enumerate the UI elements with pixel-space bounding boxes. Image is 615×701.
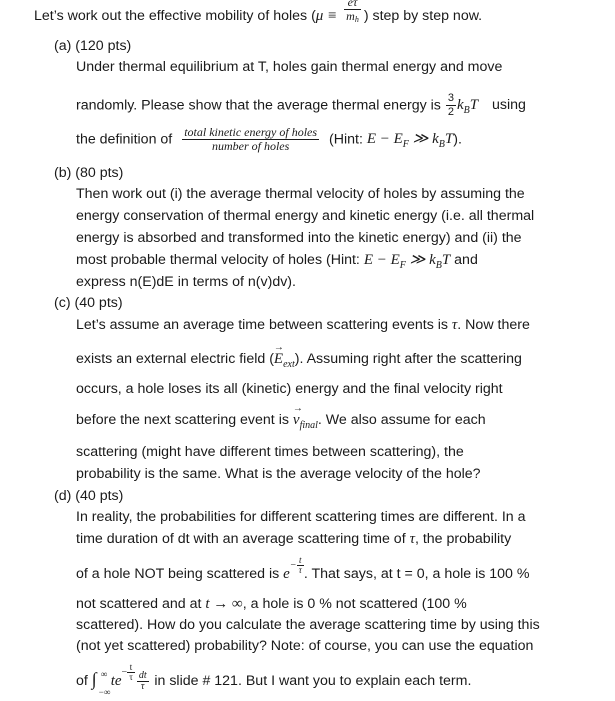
part-d-line7: of ∫ ∞ −∞ $te^{- \frac{t}{\tau}}$ $\frac{dt}{\tau}$ in slide # 121. But I want you to explain each term. xyxy=(76,662,472,697)
final-velocity-vector: → $v_{final}$ xyxy=(293,412,318,428)
part-b-line1: Then work out (i) the average thermal velocity of holes by assuming the xyxy=(76,186,525,202)
intro-tail: ) step by step now. xyxy=(363,7,483,24)
intro-line xyxy=(34,2,482,30)
part-d-line6: (not yet scattered) probability? Note: of course, you can use the equation xyxy=(76,638,534,654)
integral-expression: ∫ ∞ −∞ $te^{- \frac{t}{\tau}}$ $\frac{dt}{\tau}$ xyxy=(91,662,147,697)
part-d-line5: scattered). How do you calculate the average scattering time by using this xyxy=(76,617,540,633)
part-c-line3: occurs, a hole loses its all (kinetic) energy and the final velocity right xyxy=(76,381,503,397)
part-c-line6: probability is the same. What is the average velocity of the hole? xyxy=(76,466,481,482)
exponential-term: $e^{- \frac{t}{\tau}}$ xyxy=(283,555,302,582)
electric-field-vector: → $E_{ext}$ xyxy=(274,351,295,367)
tau-symbol: τ xyxy=(451,317,458,333)
part-d-line2: time duration of dt with an average scattering time of τ, the probability xyxy=(76,531,512,547)
mobility-fraction: $\frac{e\tau}{mh}$ xyxy=(344,0,361,24)
part-d-header: (d) (40 pts) xyxy=(54,488,124,504)
part-c-line1: Let’s assume an average time between scattering events is τ. Now there xyxy=(76,317,530,333)
part-c-line5: scattering (might have different times between scattering), the xyxy=(76,444,464,460)
part-c-header: (c) (40 pts) xyxy=(54,295,123,311)
part-c-line2: exists an external electric field (→ $E_{ext}$). Assuming right after the scattering xyxy=(76,350,522,370)
part-d-line4: not scattered and at t → ∞, a hole is 0 % not scattered (100 % xyxy=(76,596,467,612)
part-a-line1: Under thermal equilibrium at T, holes gain thermal energy and move xyxy=(76,59,503,75)
part-b-line5: express n(E)dE in terms of n(v)dv). xyxy=(76,274,296,290)
part-b-header: (b) (80 pts) xyxy=(54,165,124,181)
part-c-line4: before the next scattering event is → $v_{final}$. We also assume for each xyxy=(76,411,486,431)
part-d-line1: In reality, the probabilities for different scattering times are different. In a xyxy=(76,509,526,525)
intro-text: Let’s work out the effective mobility of holes ( xyxy=(34,7,316,24)
kbt-term: $k_BT$ xyxy=(456,97,479,117)
part-b-line3: energy is absorbed and transformed into the kinetic energy) and (ii) the xyxy=(76,230,522,246)
part-b-line4: most probable thermal velocity of holes (Hint: $E - E_F$ ≫ $k_BT$ and xyxy=(76,252,478,271)
part-a-header: (a) (120 pts) xyxy=(54,38,132,54)
part-d-line3: of a hole NOT being scattered is $e^{- \frac{t}{\tau}}$ . That says, at t = 0, a hole is 100 % xyxy=(76,555,530,582)
mu-symbol: μ ≡ xyxy=(315,7,338,24)
definition-fraction: $\frac{\text{total kinetic energy of holes}}{\text{number of holes}}$ xyxy=(184,125,318,153)
three-halves-fraction: $\frac{3}{2}$ xyxy=(447,92,454,118)
part-b-line2: energy conservation of thermal energy and kinetic energy (i.e. all thermal xyxy=(76,208,535,224)
part-a-line2: randomly. Please show that the average thermal energy is $\frac{3}{2}$ $k_BT$ using xyxy=(76,92,526,118)
part-a-line3: the definition of $\frac{\text{total kinetic energy of holes}}{\text{number of holes}}$ (Hint: $E - E_F$ ≫ $k_BT$). xyxy=(76,125,462,153)
